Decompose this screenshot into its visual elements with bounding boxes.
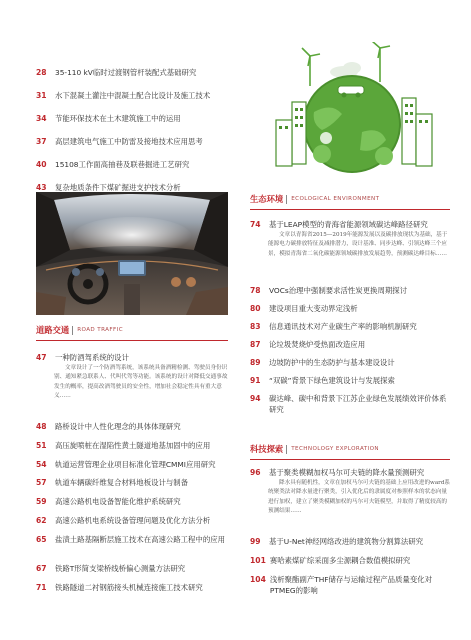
toc-item[interactable] [36, 67, 228, 90]
toc-title: 赛哈素煤矿综采面多尘源耦合数值模拟研究 [269, 556, 411, 565]
section-title: 生态环境 [250, 194, 284, 204]
toc-page-number: 37 [36, 137, 47, 146]
toc-item[interactable] [36, 563, 228, 582]
section-title-en: TECHNOLOGY EXPLORATION [291, 446, 379, 452]
toc-title: 高速公路机电系统设备管理问题及优化方法分析 [55, 515, 211, 525]
toc-item[interactable] [250, 303, 450, 321]
toc-title: 高速公路机电设备智能化维护系统研究 [55, 497, 181, 507]
toc-title: 基于LEAP模型的青海省能源领域碳达峰路径研究 [269, 220, 428, 229]
toc-page-number: 51 [36, 440, 47, 450]
toc-title: 水下混凝土灌注中混凝土配合比设计及施工技术 [55, 91, 211, 100]
toc-title: 轨道运营管理企业项目标准化管理CMMI应用研究 [55, 459, 216, 469]
toc-title: 边坡防护中的生态防护与基本建设设计 [269, 358, 395, 367]
tech-toc-list [250, 536, 450, 598]
toc-item[interactable] [250, 393, 450, 417]
toc-title: 碳达峰、碳中和背景下江苏企业绿色发展绩效评价体系研究 [269, 394, 447, 414]
section-header-road-traffic [36, 324, 123, 336]
toc-page-number: 57 [36, 478, 47, 488]
toc-title: 铁路T形简支梁桥线桥偏心测量方法研究 [55, 563, 186, 573]
toc-title: 15108工作面高抽巷及联巷掘进工艺研究 [55, 160, 190, 169]
article-abstract: 降水具有随机性，文章在加权马尔可夫链的基础上应用改进的ward系统聚类法对降水量进行聚类，引入优化后的隶属度对参照样本的状态向量进行加权，建立了聚类模糊加权的马尔可夫链模型，并取得了精度较高的预测结果…… [268, 480, 451, 515]
toc-page-number: 65 [36, 534, 47, 544]
divider [286, 195, 287, 204]
eco-feature [250, 219, 450, 259]
toc-title: 铁路隧道二衬钢筋接头机械连接施工技术研究 [55, 582, 203, 592]
toc-title: 高压旋喷桩在湿陷性黄土隧道地基加固中的应用 [55, 440, 211, 450]
toc-page-number: 74 [250, 220, 261, 229]
car-interior-illustration [36, 192, 228, 315]
toc-item[interactable] [36, 440, 228, 459]
divider [72, 326, 73, 335]
section-rule [36, 340, 228, 341]
toc-page-number: 54 [36, 459, 47, 469]
green-city-graphic [262, 42, 442, 182]
toc-page-number: 71 [36, 582, 47, 592]
divider [286, 445, 287, 454]
eco-toc-list [250, 285, 450, 417]
toc-page-number: 59 [36, 497, 47, 507]
toc-page-number: 80 [250, 304, 261, 313]
toc-item[interactable] [36, 113, 228, 136]
toc-item[interactable] [36, 582, 228, 601]
section-title-en: ROAD TRAFFIC [77, 327, 123, 333]
toc-page-number: 101 [250, 556, 266, 565]
toc-page-number: 31 [36, 91, 47, 100]
toc-page-number: 104 [250, 575, 266, 584]
car-interior-photo [36, 192, 228, 315]
toc-item[interactable] [36, 459, 228, 478]
eco-city-illustration [262, 42, 442, 182]
toc-title: 信息通讯技术对产业碳生产率的影响机制研究 [269, 322, 417, 331]
toc-title: 盐渍土路基隔断层施工技术在高速公路工程中的应用 [55, 534, 225, 544]
article-abstract: 文章以青海省2015—2019年能源发展以及碳排放现状为基础，基于能源电力碳排放特征及减排潜力，设计基准、同步达峰、引领达峰三个应景，模拟青海省二氧化碳能源领域碳排放发展趋势，预测碳达峰目标…… [268, 232, 448, 257]
toc-page-number: 34 [36, 114, 47, 123]
toc-title: 建设项目重大变动界定浅析 [269, 304, 358, 313]
toc-item[interactable] [36, 534, 228, 563]
toc-page-number: 62 [36, 515, 47, 525]
toc-page-number: 78 [250, 286, 261, 295]
section-header-ecological-environment [250, 193, 379, 205]
toc-item[interactable] [36, 421, 228, 440]
toc-item[interactable] [36, 159, 228, 182]
toc-item[interactable] [36, 90, 228, 113]
toc-item[interactable] [36, 477, 228, 496]
toc-item[interactable] [250, 467, 450, 478]
toc-page-number: 91 [250, 376, 261, 385]
toc-title: 论垃圾焚烧炉受热面改造应用 [269, 340, 366, 349]
toc-title: 35-110 kV临时过渡钢管杆装配式基础研究 [55, 68, 197, 77]
toc-title: VOCs治理中强制要求活性炭更换周期探讨 [269, 286, 408, 295]
toc-title: 一种防酒驾系统的设计 [55, 353, 129, 362]
toc-title: 复杂地质条件下煤矿掘进支护技术分析 [55, 183, 181, 192]
toc-title: 路桥设计中人性化理念的具体体现研究 [55, 422, 181, 431]
toc-title: 基于U-Net神经网络改进的建筑物分割算法研究 [269, 537, 424, 546]
toc-title: 节能环保技术在土木建筑施工中的运用 [55, 114, 181, 123]
section-rule [250, 459, 450, 460]
toc-item[interactable] [250, 339, 450, 357]
toc-item[interactable] [250, 321, 450, 339]
toc-item[interactable] [250, 536, 450, 555]
top-toc-list [36, 67, 228, 205]
toc-page-number: 40 [36, 160, 47, 169]
toc-item[interactable] [36, 136, 228, 159]
toc-page-number: 47 [36, 353, 47, 362]
toc-page-number: 99 [250, 537, 261, 546]
road-toc-list [36, 421, 228, 600]
toc-item[interactable] [36, 352, 228, 363]
toc-item[interactable] [250, 375, 450, 393]
article-abstract: 文章设计了一个防酒驾系统，该系统具备酒精检测、驾驶员身份识别、通知紧急联系人、代叫代驾等功能。该系统的设计对降低交通事故发生的概率，提高改酒驾驶员的安全性，增加社会稳定性具有重大意义…… [54, 365, 228, 400]
section-header-technology-exploration [250, 443, 379, 455]
toc-item[interactable] [250, 357, 450, 375]
toc-title: 轨道车辆碳纤维复合材料地板设计与制备 [55, 478, 189, 488]
toc-page-number: 89 [250, 358, 261, 367]
toc-title: 高层建筑电气施工中防雷及接地技术应用思考 [55, 137, 203, 146]
toc-item[interactable] [250, 555, 450, 574]
toc-page-number: 67 [36, 563, 47, 573]
toc-page-number: 96 [250, 468, 261, 477]
toc-title: “双碳”背景下绿色建筑设计与发展探索 [269, 376, 395, 385]
toc-page-number: 94 [250, 394, 261, 403]
toc-item[interactable] [250, 574, 450, 598]
toc-item[interactable] [36, 496, 228, 515]
section-title-en: ECOLOGICAL ENVIRONMENT [291, 196, 380, 202]
toc-page-number: 28 [36, 68, 47, 77]
toc-page-number: 83 [250, 322, 261, 331]
tech-feature [250, 467, 450, 517]
toc-item[interactable] [36, 515, 228, 534]
toc-page-number: 87 [250, 340, 261, 349]
road-feature [36, 352, 228, 402]
toc-title: 基于聚类模糊加权马尔可夫链的降水量预测研究 [269, 468, 425, 477]
toc-title: 浅析聚酯副产THF储存与运输过程产品质量变化对PTMEG的影响 [269, 575, 432, 595]
toc-page-number: 43 [36, 183, 47, 192]
toc-page-number: 48 [36, 422, 47, 431]
section-title: 道路交通 [36, 325, 70, 335]
toc-item[interactable] [250, 285, 450, 303]
toc-item[interactable] [250, 219, 450, 230]
section-rule [250, 209, 450, 210]
section-title: 科技探索 [250, 444, 284, 454]
